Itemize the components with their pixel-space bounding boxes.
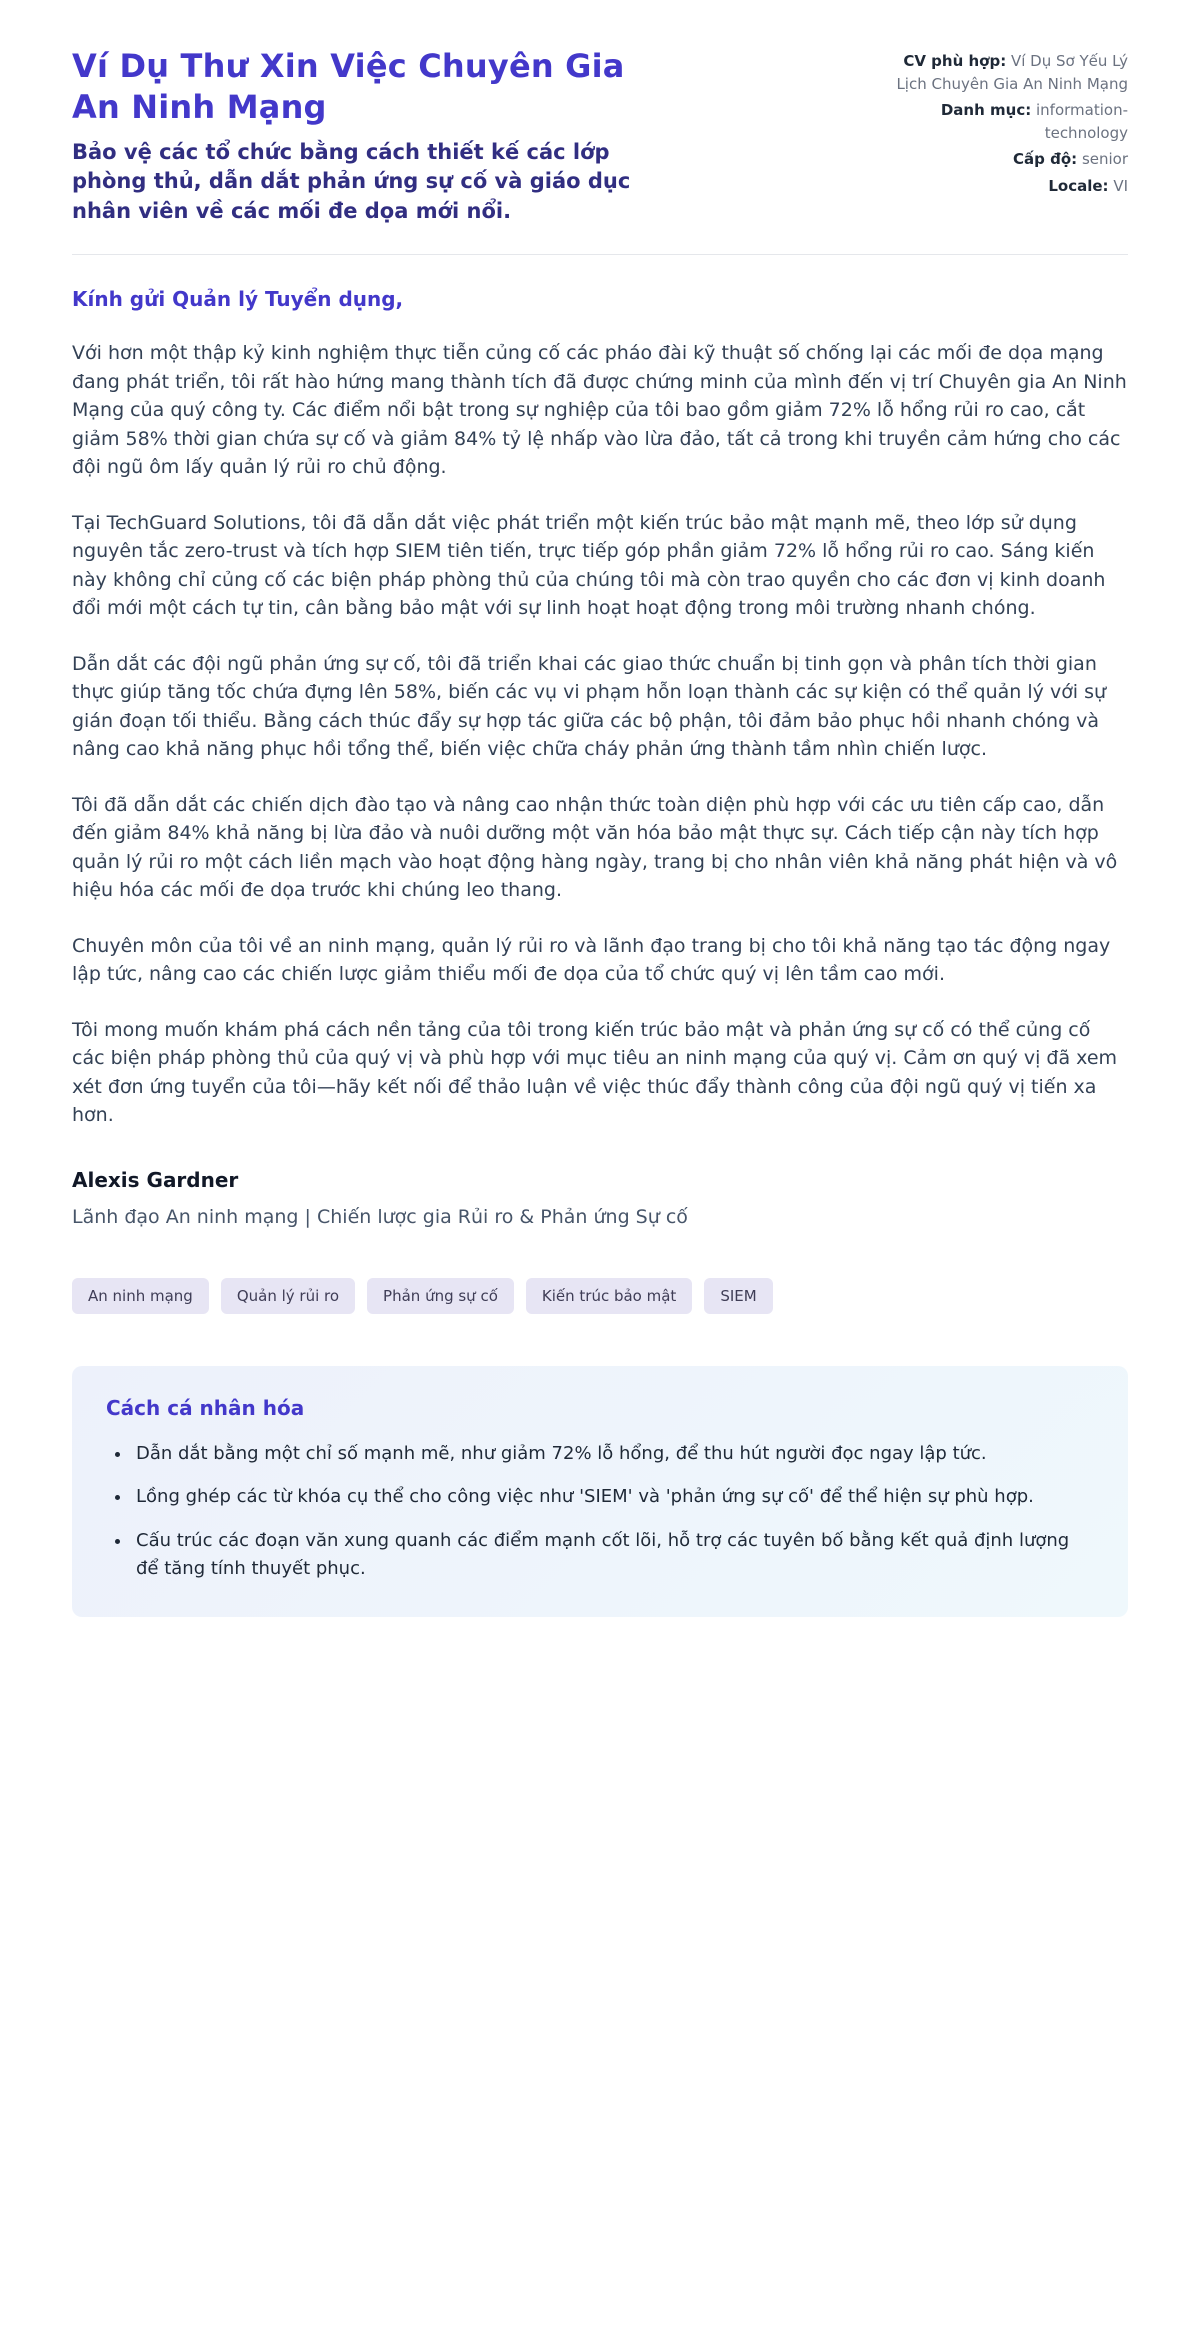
meta-item bbox=[893, 175, 1128, 198]
tag-badge: SIEM bbox=[704, 1278, 772, 1314]
tag-badge: Phản ứng sự cố bbox=[367, 1278, 514, 1314]
signature-name: Alexis Gardner bbox=[72, 1167, 239, 1192]
tag-badge: Kiến trúc bảo mật bbox=[526, 1278, 692, 1314]
meta-item bbox=[893, 50, 1128, 95]
meta-panel bbox=[893, 50, 1128, 201]
tips-card bbox=[72, 1366, 1128, 1618]
page-title: Ví Dụ Thư Xin Việc Chuyên Gia An Ninh Mạng bbox=[72, 47, 625, 126]
tip-item: • Cấu trúc các đoạn văn xung quanh các điểm mạnh cốt lõi, hỗ trợ các tuyên bố bằng kết quả định lượng để tăng tính thuyết phục. bbox=[132, 1527, 1094, 1583]
letter-paragraph: Tôi đã dẫn dắt các chiến dịch đào tạo và nâng cao nhận thức toàn diện phù hợp với các ưu tiên cấp cao, dẫn đến giảm 84% khả năng bị lừa đảo và nuôi dưỡng một văn hóa bảo mật thực sự. Cách tiếp cận này tích hợp quản lý rủi ro một cách liền mạch vào hoạt động hàng ngày, trang bị cho nhân viên khả năng phát hiện và vô hiệu hóa các mối đe dọa trước khi chúng leo thang. bbox=[72, 793, 1118, 902]
tip-item: • Dẫn dắt bằng một chỉ số mạnh mẽ, như giảm 72% lỗ hổng, để thu hút người đọc ngay lập tức. bbox=[132, 1440, 1094, 1468]
header bbox=[72, 46, 1128, 226]
tag-badge: An ninh mạng bbox=[72, 1278, 209, 1314]
meta-label: Danh mục: bbox=[940, 101, 1032, 119]
letter-body bbox=[72, 255, 1128, 1228]
meta-label: Locale: bbox=[1048, 176, 1109, 195]
tag-list bbox=[72, 1278, 1128, 1314]
letter-paragraphs bbox=[72, 339, 1128, 1130]
meta-value: VI bbox=[1113, 176, 1128, 195]
meta-label: CV phù hợp: bbox=[903, 52, 1007, 70]
meta-label: Cấp độ: bbox=[1013, 150, 1078, 168]
page-subtitle: Bảo vệ các tổ chức bằng cách thiết kế các lớp phòng thủ, dẫn dắt phản ứng sự cố và giáo dục nhân viên về các mối đe dọa mới nổi. bbox=[72, 139, 631, 223]
meta-item bbox=[893, 99, 1128, 144]
letter-paragraph: Tại TechGuard Solutions, tôi đã dẫn dắt việc phát triển một kiến trúc bảo mật mạnh mẽ, theo lớp sử dụng nguyên tắc zero-trust và tích hợp SIEM tiên tiến, trực tiếp góp phần giảm 72% lỗ hổng rủi ro cao. Sáng kiến này không chỉ củng cố các biện pháp phòng thủ của chúng tôi mà còn trao quyền cho các đơn vị kinh doanh đổi mới một cách tự tin, cân bằng bảo mật với sự linh hoạt hoạt động trong môi trường nhanh chóng. bbox=[72, 511, 1106, 620]
tips-title: Cách cá nhân hóa bbox=[106, 1395, 305, 1420]
tips-list bbox=[106, 1440, 1094, 1584]
tip-item: • Lồng ghép các từ khóa cụ thể cho công việc như 'SIEM' và 'phản ứng sự cố' để thể hiện sự phù hợp. bbox=[132, 1483, 1094, 1511]
meta-value: Ví Dụ Sơ Yếu Lý Lịch Chuyên Gia An Ninh Mạng bbox=[896, 52, 1128, 93]
letter-paragraph: Chuyên môn của tôi về an ninh mạng, quản lý rủi ro và lãnh đạo trang bị cho tôi khả năng tạo tác động ngay lập tức, nâng cao các chiến lược giảm thiểu mối đe dọa của tổ chức quý vị lên tầm cao mới. bbox=[72, 934, 1111, 986]
header-left bbox=[72, 46, 672, 226]
tag-badge: Quản lý rủi ro bbox=[221, 1278, 355, 1314]
letter-paragraph: Tôi mong muốn khám phá cách nền tảng của tôi trong kiến trúc bảo mật và phản ứng sự cố có thể củng cố các biện pháp phòng thủ của quý vị và phù hợp với mục tiêu an ninh mạng của quý vị. Cảm ơn quý vị đã xem xét đơn ứng tuyển của tôi—hãy kết nối để thảo luận về việc thúc đẩy thành công của đội ngũ quý vị tiến xa hơn. bbox=[72, 1018, 1118, 1127]
meta-value: information-technology bbox=[1036, 101, 1128, 142]
letter-paragraph: Với hơn một thập kỷ kinh nghiệm thực tiễn củng cố các pháo đài kỹ thuật số chống lại các mối đe dọa mạng đang phát triển, tôi rất hào hứng mang thành tích đã được chứng minh của mình đến vị trí Chuyên gia An Ninh Mạng của quý công ty. Các điểm nổi bật trong sự nghiệp của tôi bao gồm giảm 72% lỗ hổng rủi ro cao, cắt giảm 58% thời gian chứa sự cố và giảm 84% tỷ lệ nhấp vào lừa đảo, tất cả trong khi truyền cảm hứng cho các đội ngũ ôm lấy quản lý rủi ro chủ động. bbox=[72, 342, 1127, 479]
signature-title: Lãnh đạo An ninh mạng | Chiến lược gia Rủi ro & Phản ứng Sự cố bbox=[72, 1205, 688, 1228]
letter-paragraph: Dẫn dắt các đội ngũ phản ứng sự cố, tôi đã triển khai các giao thức chuẩn bị tinh gọn và phân tích thời gian thực giúp tăng tốc chứa đựng lên 58%, biến các vụ vi phạm hỗn loạn thành các sự kiện có thể quản lý với sự gián đoạn tối thiểu. Bằng cách thúc đẩy sự hợp tác giữa các bộ phận, tôi đảm bảo phục hồi nhanh chóng và nâng cao khả năng phục hồi tổng thể, biến việc chữa cháy phản ứng thành tầm nhìn chiến lược. bbox=[72, 652, 1107, 761]
meta-item bbox=[893, 148, 1128, 171]
meta-value: senior bbox=[1081, 150, 1128, 168]
letter-greeting: Kính gửi Quản lý Tuyển dụng, bbox=[72, 287, 404, 312]
